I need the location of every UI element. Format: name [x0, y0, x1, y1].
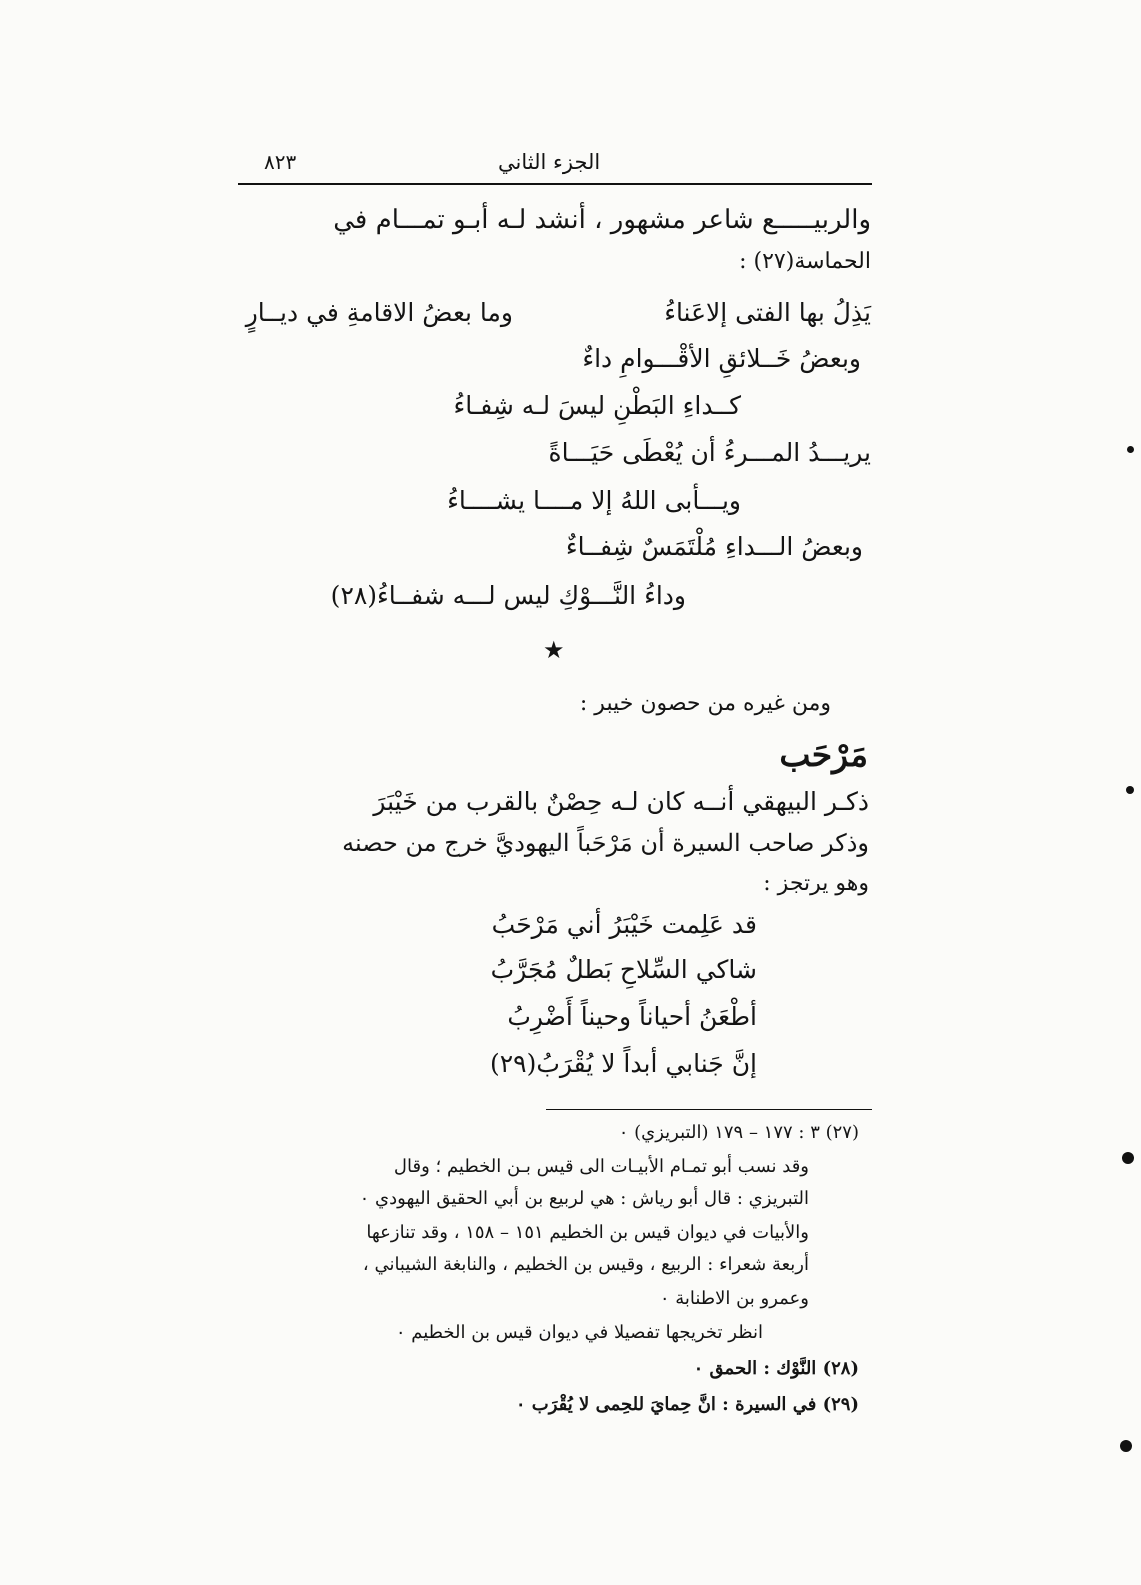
scan-mark	[1127, 446, 1134, 453]
footnote-29	[516, 1394, 859, 1415]
poem1-verse-3: وبعضُ خَــلائقِ الأقْـــوامِ داءٌ	[582, 344, 861, 373]
footnote-27-line-3: والأبيات في ديوان قيس بن الخطيم ١٥١ – ١٥٨ ، وقد تنازعها	[366, 1222, 809, 1243]
footnote-27-head: (٢٧) ٣ : ١٧٧ – ١٧٩ (التبريزي) ٠	[618, 1122, 859, 1143]
poem1-verse-5: يريـــدُ المـــرءُ أن يُعْطَى حَيَـــاةً	[548, 438, 871, 467]
footnote-rule	[546, 1109, 872, 1110]
footnote-28	[694, 1358, 859, 1379]
poem2-verse-4: إنَّ جَنابي أبداً لا يُقْرَبُ(٢٩)	[489, 1049, 757, 1078]
scan-mark	[1126, 786, 1134, 794]
page-number: ٨٢٣	[264, 150, 297, 174]
poem1-verse-2: يَذِلُ بها الفتى إلاعَناءُ	[664, 298, 871, 327]
footnote-27-line-5: وعمرو بن الاطنابة ٠	[659, 1288, 809, 1309]
footnote-27-line-4: أربعة شعراء : الربيع ، وقيس بن الخطيم ، والنابغة الشيباني ،	[362, 1254, 809, 1275]
footnote-27-line-1: وقد نسب أبو تمـام الأبيـات الى قيس بـن الخطيم ؛ وقال	[393, 1156, 809, 1177]
poem2-verse-3: أطْعَنُ أحياناً وحيناً أَضْرِبُ	[507, 1002, 757, 1031]
section-separator-star: ★	[543, 636, 565, 664]
poem1-verse-7: وبعضُ الـــداءِ مُلْتَمَسٌ شِفــاءٌ	[565, 532, 863, 561]
paragraph-line-3: وهو يرتجز :	[763, 871, 869, 896]
poem2-verse-1: قد عَلِمت خَيْبَرُ أني مَرْحَبُ	[491, 910, 757, 939]
paragraph-line-1: ذكـر البيهقي أنــه كان لـه حِصْنٌ بالقرب من خَيْبَرَ	[373, 787, 869, 816]
footnote-29-number: (٢٩)	[822, 1394, 859, 1415]
footnote-29-text: في السيرة : انَّ حِمايَ للحِمى لا يُقْرَب ٠	[515, 1394, 817, 1415]
scan-mark	[1120, 1440, 1132, 1452]
poem2-verse-2: شاكي السِّلاحِ بَطلٌ مُجَرَّبُ	[490, 955, 757, 984]
paragraph-line-2: وذكر صاحب السيرة أن مَرْحَباً اليهوديَّ خرج من حصنه	[342, 829, 869, 857]
page-header	[238, 146, 872, 182]
section-intro: ومن غيره من حصون خيبر :	[579, 691, 831, 716]
scan-mark	[1122, 1152, 1134, 1164]
footnote-27-line-6: انظر تخريجها تفصيلا في ديوان قيس بن الخطيم ٠	[395, 1322, 763, 1343]
poem1-verse-4: كــداءِ البَطْنِ ليسَ لـه شِفـاءُ	[453, 391, 741, 420]
header-rule	[238, 183, 872, 185]
intro-line-2: الحماسة(٢٧) :	[739, 249, 871, 274]
poem1-verse-6: ويـــأبى اللهُ إلا مــــا يشــــاءُ	[447, 486, 741, 515]
poem1-verse-8: وداءُ النَّـــوْكِ ليس لـــه شفــاءُ(٢٨)	[330, 581, 686, 610]
footnote-27-line-2: التبريزي : قال أبو رياش : هي لربيع بن أبي الحقيق اليهودي ٠	[359, 1188, 809, 1209]
poem1-verse-1: وما بعضُ الاقامةِ في ديــارٍ	[245, 298, 513, 327]
footnote-28-number: (٢٨)	[822, 1358, 859, 1379]
intro-line-1: والربيـــــع شاعر مشهور ، أنشد لـه أبـو تمـــام في	[333, 205, 871, 235]
running-title: الجزء الثاني	[498, 150, 601, 174]
footnote-28-text: النَّوْك : الحمق ٠	[693, 1358, 817, 1379]
section-heading: مَرْحَب	[779, 735, 868, 774]
